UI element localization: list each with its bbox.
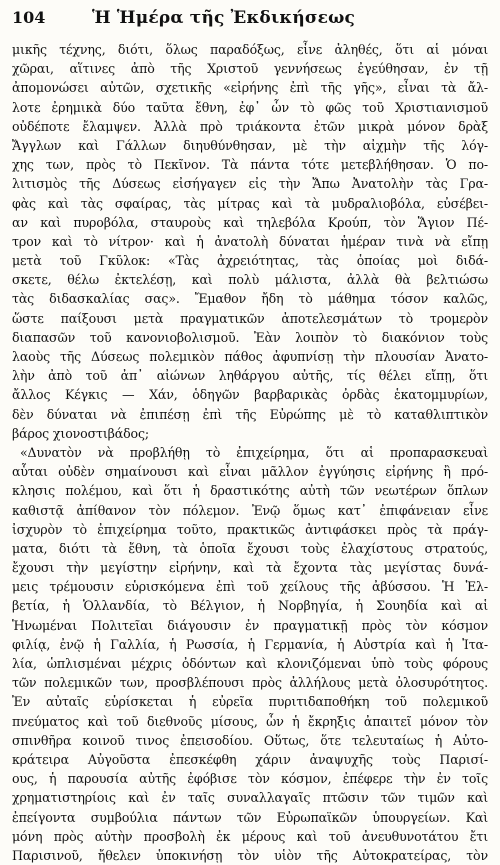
text-line: λιτισμὸς τῆς Δύσεως εἰσήγαγεν εἰς τὴν Ἄπω Ἀνατολὴν τὰς Γρα-	[12, 176, 488, 192]
text-line: «Δυνατὸν νὰ προβλήθῃ τὸ ἐπιχείρημα, ὅτι αἱ προπαρασκευαὶ	[20, 444, 488, 460]
text-line: ἰσχυρὸν τὸ ἐπιχείρημα τοῦτο, πρακτικῶς ἀντιφάσκει πρὸς τὰ πράγ-	[12, 521, 488, 537]
body-text	[12, 40, 488, 865]
running-title: Ἡ Ἡμέρα τῆς Ἐκδικήσεως	[92, 8, 356, 28]
page-number: 104	[12, 8, 46, 27]
text-line: τῶν πολεμικῶν των, προσβλέπουσι πρὸς ἀλλήλους μετὰ ὀλοσυρότητος.	[12, 675, 488, 691]
text-line: κράτειρα Αὐγοῦστα ἐπεσκέφθη χάριν ἀναψυχῆς τοὺς Παρισί-	[12, 751, 488, 767]
text-line: βετία, ἡ Ὁλλανδία, τὸ Βέλγιον, ἡ Νορβηγία, ἡ Σουηδία καὶ αἱ	[12, 598, 488, 614]
text-line: λὴν ἀπὸ τοῦ ἀπ᾽ αἰώνων ληθάργου αὐτῆς, τίς θέλει εἴπῃ, ὅτι	[12, 368, 488, 384]
text-line: σκετε, θέλω ἐκτελέσῃ, καὶ πολὺ μάλιστα, ἀλλὰ θὰ βελτιώσω	[12, 272, 488, 288]
text-line: διαπασῶν τοῦ κανονιοβολισμοῦ. Ἐὰν λοιπὸν τὸ διακόνιον τοὺς	[12, 329, 488, 345]
text-line: αὗται οὐδὲν σημαίνουσι καὶ εἶναι μᾶλλον ἐγγύησις εἰρήνης ἢ πρό-	[12, 464, 488, 480]
text-line: Παρισινοῦ, ἤθελεν ὑποκινήσῃ τὸν υἱὸν τῆς Αὐτοκρατείρας, τὸν	[12, 847, 488, 863]
text-line: φὰς καὶ τὰς σφαίρας, τὰς μίτρας καὶ τὰ μυδραλιοβόλα, εὐσέβει-	[12, 195, 488, 211]
text-line: αν καὶ πυροβόλα, σταυροὺς καὶ τηλεβόλα Κρούπ, τὸν Ἅγιον Πέ-	[12, 214, 488, 230]
text-line: οὐδέποτε ἔλαμψεν. Ἀλλὰ πρὸ τριάκοντα ἐτῶν μικρὰ μόνον δρὰξ	[12, 118, 488, 134]
text-line: Ἐν αὐταῖς εὑρίσκεται ἡ εὐρεῖα πυριτιδαποθήκη τοῦ πολεμικοῦ	[12, 694, 488, 710]
text-line: ματα, διότι τὰ ἔθνη, τὰ ὁποῖα ἔχουσι τοὺς ἐλαχίστους στρατούς,	[12, 540, 488, 556]
text-line: καθιστᾷ ἀπίθανον τὸν πόλεμον. Ἐνῷ ὅμως κατ᾽ ἐπιφάνειαν εἶνε	[12, 502, 488, 518]
text-line: λία, ὡπλισμέναι μέχρις ὀδόντων καὶ κλονιζόμεναι ὑπὸ τοὺς φόρους	[12, 656, 488, 671]
text-line: ἄλλος Κέγκις — Χάν, ὁδηγῶν βαρβαρικὰς ὀρδὰς ἑκατομμυρίων,	[12, 387, 488, 403]
text-line: μικῆς τέχνης, διότι, ὅλως παραδόξως, εἶνε ἀληθές, ὅτι αἱ μόναι	[12, 42, 488, 57]
text-line: Ἄγγλων καὶ Γάλλων διηυθύνθησαν, μὲ τὴν αἰχμὴν τῆς λόγ-	[12, 137, 488, 153]
text-line: πνεύματος καὶ τοῦ διεθνοῦς μίσους, ὧν ἡ ἔκρηξις ἀπαιτεῖ μόνον τὸν	[12, 713, 488, 729]
text-line: σπινθῆρα κοινοῦ τινος ἐπεισοδίου. Οὕτως, ὅτε τελευταίως ἡ Αὐτο-	[12, 732, 488, 748]
text-line: λοτε ἐρημικὰ δύο ταῦτα ἔθνη, ἐφ᾽ ὧν τὸ φῶς τοῦ Χριστιανισμοῦ	[12, 99, 488, 115]
text-line: χης των, πρὸς τὸ Πεκῖνον. Τὰ πάντα τότε μετεβλήθησαν. Ὁ πο-	[12, 157, 488, 173]
text-line: χῶραι, αἵτινες ἀπὸ τῆς Χριστοῦ γεννήσεως ἐγεύθησαν, ἐν τῇ	[12, 61, 488, 77]
text-line: δὲν δύναται νὰ ἐπιπέσῃ ἐπὶ τῆς Εὐρώπης μὲ τὸ καταθλιπτικὸν	[12, 406, 488, 422]
text-line: ἀπομονώσει αὐτῶν, σχετικῆς «εἰρήνης ἐπὶ τῆς γῆς», εἶναι τὰ ἄλ-	[12, 80, 488, 96]
text-line: Ἡνωμέναι Πολιτεῖαι διάγουσιν ἐν πραγματικῇ πρὸς τὸν κόσμον	[12, 617, 488, 633]
text-line: φιλίᾳ, ἐνῷ ἡ Γαλλία, ἡ Ρωσσία, ἡ Γερμανία, ἡ Αὐστρία καὶ ἡ Ἰτα-	[12, 636, 488, 652]
text-line: μεις τρέμουσιν εὑρισκόμενα ἐπὶ τοῦ χείλους τῆς ἀβύσσου. Ἡ Ἑλ-	[12, 579, 488, 595]
text-line: κλησις πολέμου, καὶ ὅτι ἡ δραστικότης αὐτὴ τῶν νεωτέρων ὅπλων	[12, 483, 488, 499]
text-line: ὥστε παίξουσι μετὰ πραγματικῶν ἀποτελεσμάτων τὸ τρομερὸν	[12, 310, 488, 326]
text-line: χρηματιστηρίοις καὶ ἐν ταῖς συναλλαγαῖς πτῶσιν τῶν τιμῶν καὶ	[12, 790, 488, 806]
text-line: βάρος χιονοστιβάδος;	[12, 425, 149, 441]
text-line: μόνη πρὸς αὐτὴν προσβολὴ ἐκ μέρους καὶ τοῦ ἀνευθυνοτάτου ἔτι	[12, 828, 488, 844]
text-line: τρον καὶ τὸ νίτρον· καὶ ἡ ἀνατολὴ δύναται ἡμέραν τινὰ νὰ εἴπῃ	[12, 233, 488, 249]
text-line: τὰς διδασκαλίας σας». Ἔμαθον ἤδη τὸ μάθημα τόσον καλῶς,	[12, 291, 488, 307]
text-line: λαοὺς τῆς Δύσεως πολεμικὸν πάθος ἀφυπνίσῃ τὴν πλουσίαν Ἀνατο-	[12, 349, 488, 364]
text-line: ἐπείγοντα συμβούλια πάντων τῶν Εὐρωπαϊκῶν ὑπουργείων. Καὶ	[12, 809, 488, 825]
page-header	[12, 8, 488, 36]
text-line: ους, ἡ παρουσία αὐτῆς ἐφόβισε τὸν κόσμον, ἐπέφερε τὴν ἐν τοῖς	[12, 771, 488, 787]
text-line: ἔχουσι τὴν μεγίστην εἰρήνην, καὶ τὰ ἔχοντα τὰς μεγίστας δυνά-	[12, 560, 488, 576]
text-line: μετὰ τοῦ Γκῦλοκ: «Τὰς ἀχρειότητας, τὰς ὁποίας μοὶ διδά-	[12, 253, 488, 269]
